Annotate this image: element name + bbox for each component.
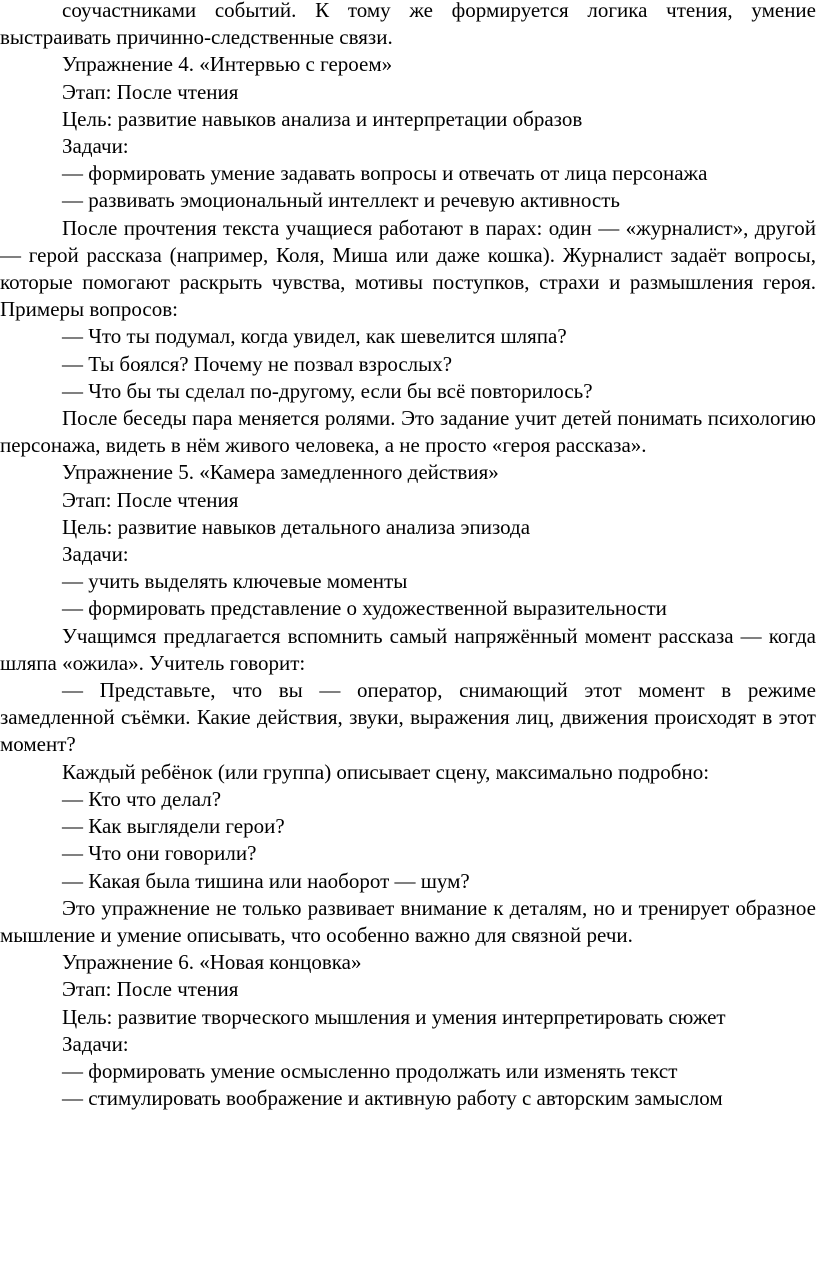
exercise-4-tasks-label: Задачи: [62, 134, 129, 159]
exercise-5-goal: Цель: развитие навыков детального анализа эпизода [62, 514, 531, 539]
exercise-5-question-3: — Что они говорили? [62, 841, 257, 866]
exercise-5-question-1: — Кто что делал? [62, 786, 222, 811]
exercise-4-task-1: — формировать умение задавать вопросы и отвечать от лица персонажа [62, 161, 708, 186]
exercise-6-heading: Упражнение 6. «Новая концовка» [62, 950, 362, 975]
exercise-4-question-2: — Ты боялся? Почему не позвал взрослых? [62, 351, 453, 376]
exercise-5-conclusion: Это упражнение не только развивает внимание к деталям, но и тренирует образное мышление и умение описывать, что особенно важно для связной речи. [0, 895, 816, 947]
exercise-4-question-3: — Что бы ты сделал по-другому, если бы всё повторилось? [62, 378, 593, 403]
exercise-5-description: Учащимся предлагается вспомнить самый напряжённый момент рассказа — когда шляпа «ожила». Учитель говорит: [0, 623, 816, 675]
exercise-6-tasks-label: Задачи: [62, 1031, 129, 1056]
exercise-4-description: После прочтения текста учащиеся работают в парах: один — «журналист», другой — герой рассказа (например, Коля, Миша или даже кошка). Журналист задаёт вопросы, которые помогают раскрыть чувства, мотивы поступков, страхи и размышления героя. Примеры вопросов: [0, 215, 816, 322]
exercise-5-teacher-speech: — Представьте, что вы — оператор, снимающий этот момент в режиме замедленной съёмки. Какие действия, звуки, выражения лиц, движения происходят в этот момент? [0, 678, 816, 757]
exercise-5-question-4: — Какая была тишина или наоборот — шум? [62, 868, 470, 893]
exercise-5-instruction: Каждый ребёнок (или группа) описывает сцену, максимально подробно: [62, 759, 710, 784]
exercise-5-task-2: — формировать представление о художественной выразительности [62, 596, 667, 621]
exercise-5-task-1: — учить выделять ключевые моменты [62, 569, 408, 594]
exercise-5-heading: Упражнение 5. «Камера замедленного действия» [62, 460, 499, 485]
exercise-4-question-1: — Что ты подумал, когда увидел, как шевелится шляпа? [62, 324, 567, 349]
exercise-5-question-2: — Как выглядели герои? [62, 814, 285, 839]
exercise-4-conclusion: После беседы пара меняется ролями. Это задание учит детей понимать психологию персонажа, видеть в нём живого человека, а не просто «героя рассказа». [0, 406, 816, 458]
exercise-4-task-2: — развивать эмоциональный интеллект и речевую активность [62, 188, 620, 213]
exercise-5-stage: Этап: После чтения [62, 487, 239, 512]
exercise-5-tasks-label: Задачи: [62, 542, 129, 567]
exercise-6-stage: Этап: После чтения [62, 977, 239, 1002]
exercise-6-goal: Цель: развитие творческого мышления и умения интерпретировать сюжет [62, 1004, 726, 1029]
exercise-6-task-2: — стимулировать воображение и активную работу с авторским замыслом [62, 1086, 723, 1111]
paragraph-continuation: соучастниками событий. К тому же формируется логика чтения, умение выстраивать причинно-следственные связи. [0, 0, 816, 50]
exercise-4-goal: Цель: развитие навыков анализа и интерпретации образов [62, 106, 583, 131]
exercise-4-heading: Упражнение 4. «Интервью с героем» [62, 52, 393, 77]
exercise-6-task-1: — формировать умение осмысленно продолжать или изменять текст [62, 1058, 678, 1083]
exercise-4-stage: Этап: После чтения [62, 79, 239, 104]
